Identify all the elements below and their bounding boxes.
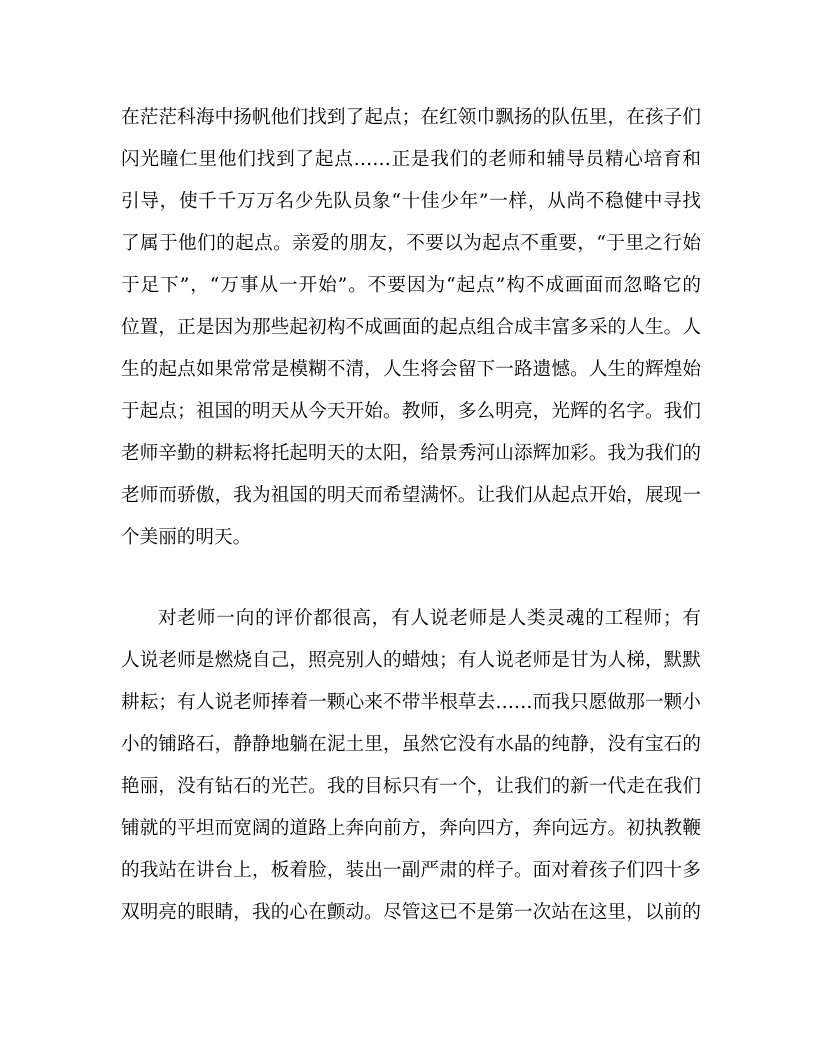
text-line: 闪光瞳仁里他们找到了起点……正是我们的老师和辅导员精心培育和 (121, 149, 701, 170)
text-line: 位置，正是因为那些起初构不成画面的起点组合成丰富多采的人生。人 (121, 317, 701, 338)
text-line: 于足下”，“万事从一开始”。不要因为“起点”构不成画面而忽略它的 (121, 275, 701, 296)
text-line: 了属于他们的起点。亲爱的朋友，不要以为起点不重要，“于里之行始 (121, 233, 701, 254)
text-line: 的我站在讲台上，板着脸，装出一副严肃的样子。面对着孩子们四十多 (121, 860, 701, 881)
text-line: 耕耘；有人说老师捧着一颗心来不带半根草去……而我只愿做那一颗小 (121, 692, 701, 713)
text-line: 双明亮的眼睛，我的心在颤动。尽管这已不是第一次站在这里，以前的 (121, 902, 701, 923)
text-line: 老师而骄傲，我为祖国的明天而希望满怀。让我们从起点开始，展现一 (121, 485, 701, 506)
text-line: 铺就的平坦而宽阔的道路上奔向前方，奔向四方，奔向远方。初执教鞭 (121, 818, 701, 839)
text-line: 对老师一向的评价都很高，有人说老师是人类灵魂的工程师；有 (158, 608, 701, 629)
text-line: 在茫茫科海中扬帆他们找到了起点；在红领巾飘扬的队伍里，在孩子们 (121, 107, 701, 128)
text-line: 老师辛勤的耕耘将托起明天的太阳，给景秀河山添辉加彩。我为我们的 (121, 443, 701, 464)
text-line: 引导，使千千万万名少先队员象“十佳少年”一样，从尚不稳健中寻找 (121, 191, 701, 212)
text-line: 小的铺路石，静静地躺在泥土里，虽然它没有水晶的纯静，没有宝石的 (121, 734, 701, 755)
text-line: 艳丽，没有钻石的光芒。我的目标只有一个，让我们的新一代走在我们 (121, 776, 701, 797)
text-line: 个美丽的明天。 (121, 527, 252, 548)
text-line: 生的起点如果常常是模糊不清，人生将会留下一路遗憾。人生的辉煌始 (121, 359, 701, 380)
text-line: 于起点；祖国的明天从今天开始。教师，多么明亮，光辉的名字。我们 (121, 401, 701, 422)
text-line: 人说老师是燃烧自己，照亮别人的蜡烛；有人说老师是甘为人梯，默默 (121, 650, 701, 671)
